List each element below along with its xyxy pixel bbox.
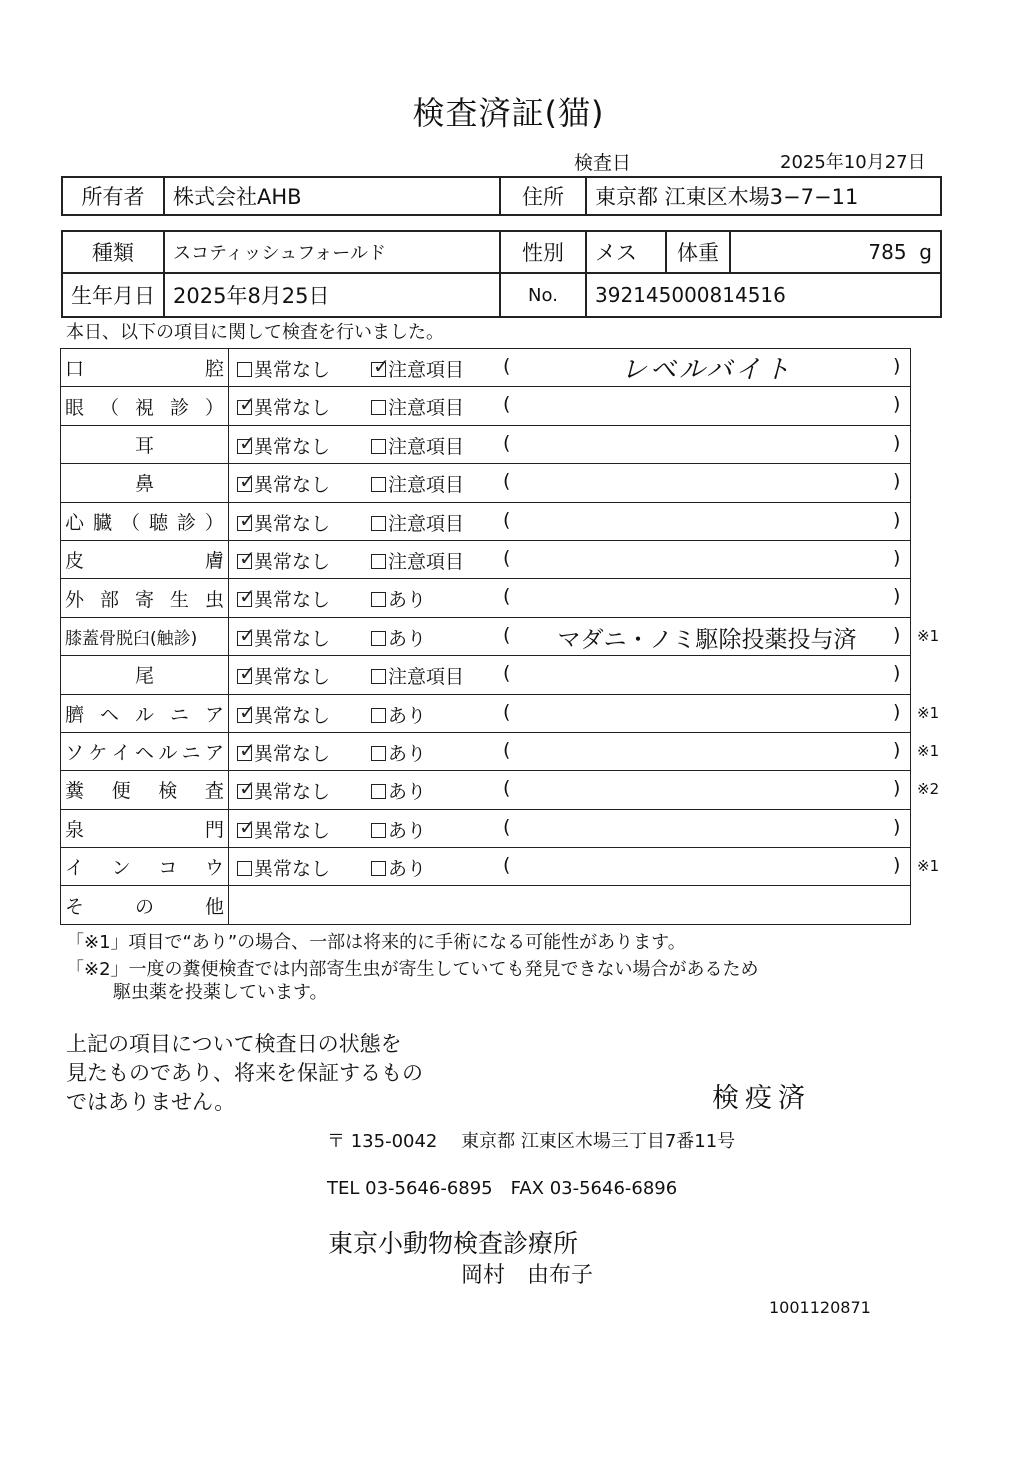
check-options-cell [229,617,911,655]
checkbox-icon[interactable] [371,631,386,646]
option-label: あり [388,589,427,612]
checkbox-icon[interactable] [237,516,252,531]
inspection-date-label: 検査日 [574,152,632,174]
attention-option[interactable] [371,509,464,536]
quarantine-stamp: 検疫済 [712,1083,811,1114]
option-label: 異常なし [254,474,331,497]
check-item-cell [61,848,229,886]
check-options-cell [229,694,911,732]
check-item-cell [61,464,229,502]
footnote-mark: ※2 [917,780,940,799]
no-abnormality-option[interactable] [237,816,330,843]
option-label: 異常なし [254,781,331,804]
open-paren: ( [503,700,511,723]
open-paren: ( [503,393,511,416]
no-abnormality-option[interactable] [237,355,330,382]
weight-value: 785 [868,240,907,264]
address-value: 東京都 江東区木場3−7−11 [586,177,941,215]
disclaimer-line-1: 上記の項目について検査日の状態を [66,1032,402,1056]
check-row [61,771,911,809]
option-label: 注意項目 [388,666,465,689]
attention-option[interactable] [371,585,426,612]
attention-option[interactable] [371,432,464,459]
option-label: 異常なし [254,550,331,573]
checkbox-icon[interactable] [371,861,386,876]
check-item-cell [61,886,229,924]
checkbox-icon[interactable] [371,746,386,761]
close-paren: ) [893,393,901,416]
no-abnormality-option[interactable] [237,393,330,420]
check-item-cell [61,809,229,847]
footnote-2-line-2: 駆虫薬を投薬しています。 [113,982,328,1003]
option-label: 注意項目 [388,474,465,497]
open-paren: ( [503,585,511,608]
document-title: 検査済証(猫) [412,94,605,132]
check-item-cell [61,732,229,770]
check-row [61,349,911,387]
sex-label: 性別 [500,231,586,273]
option-label: 注意項目 [388,397,465,420]
check-note: レベルバイト [620,355,794,385]
check-row [61,732,911,770]
check-row [61,617,911,655]
attention-option[interactable] [371,739,426,766]
open-paren: ( [503,470,511,493]
close-paren: ) [893,662,901,685]
check-item-cell [61,617,229,655]
checkbox-icon[interactable] [237,439,252,454]
check-item-label: そ の 他 [65,895,224,918]
no-abnormality-option[interactable] [237,470,330,497]
checkbox-icon[interactable] [237,554,252,569]
sex-value: メス [586,231,666,273]
check-item-label: 鼻 [134,473,154,496]
type-label: 種類 [62,231,164,273]
checkbox-icon[interactable] [371,669,386,684]
check-item-label: 糞 便 検 査 [65,780,224,803]
check-options-cell [229,886,911,924]
check-item-cell [61,349,229,387]
option-label: 異常なし [254,819,331,842]
owner-value: 株式会社AHB [164,177,500,215]
birth-value: 2025年8月25日 [164,273,500,317]
attention-option[interactable] [371,624,426,651]
option-label: 異常なし [254,435,331,458]
attention-option[interactable] [371,470,464,497]
footnote-mark: ※1 [917,857,940,876]
check-item-cell [61,579,229,617]
birth-label: 生年月日 [62,273,164,317]
checkbox-icon[interactable] [371,477,386,492]
checkbox-icon[interactable] [371,400,386,415]
option-label: 注意項目 [388,359,465,381]
open-paren: ( [503,546,511,569]
checkbox-icon[interactable] [237,823,252,838]
check-item-label: 尾 [134,665,154,688]
checkbox-icon[interactable] [237,592,252,607]
check-item-label: ソ ケ イ ヘ ル ニ ア [65,742,224,765]
check-item-cell [61,694,229,732]
intro-text: 本日、以下の項目に関して検査を行いました。 [66,322,444,343]
checkbox-icon[interactable] [237,861,252,876]
check-row [61,464,911,502]
check-note: マダニ・ノミ駆除投薬投与済 [557,626,857,653]
option-label: 異常なし [254,858,331,881]
check-options-cell [229,540,911,578]
no-abnormality-option[interactable] [237,739,330,766]
option-label: あり [388,819,427,842]
attention-option[interactable] [371,701,426,728]
open-paren: ( [503,508,511,531]
option-label: 異常なし [254,704,331,727]
disclaimer [66,1030,446,1117]
check-options-cell [229,387,911,425]
open-paren: ( [503,777,511,800]
checkbox-icon[interactable] [371,439,386,454]
open-paren: ( [503,854,511,877]
check-row [61,502,911,540]
option-label: あり [388,704,427,727]
check-item-cell [61,656,229,694]
attention-option[interactable] [371,816,426,843]
check-item-label: 外 部 寄 生 虫 [65,588,224,611]
open-paren: ( [503,355,511,377]
no-label: No. [500,273,586,317]
check-options-cell [229,848,911,886]
weight-label: 体重 [666,231,730,273]
check-row [61,886,911,924]
check-options-cell [229,464,911,502]
no-abnormality-option[interactable] [237,547,330,574]
footnote-mark: ※1 [917,703,940,722]
footnote-1: 「※1」項目で“あり”の場合、一部は将来的に手術になる可能性があります。 [66,932,686,953]
checkbox-icon[interactable] [371,362,386,377]
address-label: 住所 [500,177,586,215]
checks-table [60,348,911,925]
no-abnormality-option[interactable] [237,854,330,881]
check-row [61,656,911,694]
disclaimer-line-3: ではありません。 [66,1090,236,1114]
close-paren: ) [893,546,901,569]
checkbox-icon[interactable] [237,669,252,684]
check-item-label: 泉 門 [65,818,224,841]
option-label: 異常なし [254,589,331,612]
check-row [61,694,911,732]
check-row [61,387,911,425]
close-paren: ) [893,738,901,761]
weight-cell [730,231,941,273]
close-paren: ) [893,431,901,454]
check-item-label: 口 腔 [65,358,224,381]
no-abnormality-option[interactable] [237,662,330,689]
checkbox-icon[interactable] [237,477,252,492]
check-options-cell [229,732,911,770]
option-label: 異常なし [254,742,331,765]
checkbox-icon[interactable] [237,631,252,646]
check-item-cell [61,540,229,578]
check-options-cell [229,656,911,694]
close-paren: ) [893,470,901,493]
owner-table [61,176,942,216]
close-paren: ) [893,508,901,531]
footnote-2-line-1: 「※2」一度の糞便検査では内部寄生虫が寄生していても発見できない場合があるため [66,959,759,980]
check-row [61,809,911,847]
inspector-name: 岡村 由布子 [461,1263,594,1288]
inspection-date-value: 2025年10月27日 [780,152,926,173]
checkbox-icon[interactable] [371,823,386,838]
option-label: 異常なし [254,512,331,535]
option-label: 異常なし [254,666,331,689]
close-paren: ) [893,700,901,723]
check-item-label: 心 臓 （ 聴 診 ） [65,511,224,534]
check-item-label: 耳 [134,434,154,457]
check-row [61,848,911,886]
open-paren: ( [503,623,511,646]
footnote-mark: ※1 [917,626,940,645]
close-paren: ) [893,355,901,377]
clinic-name: 東京小動物検査診療所 [328,1229,579,1258]
checkbox-icon[interactable] [237,746,252,761]
no-abnormality-option[interactable] [237,509,330,536]
attention-option[interactable] [371,777,426,804]
check-row [61,579,911,617]
owner-label: 所有者 [62,177,164,215]
open-paren: ( [503,738,511,761]
checkbox-icon[interactable] [237,400,252,415]
no-value: 392145000814516 [586,273,941,317]
check-item-label: 眼 （ 視 診 ） [65,396,224,419]
option-label: 異常なし [254,627,331,650]
checkbox-icon[interactable] [237,362,252,377]
option-label: 異常なし [254,359,331,381]
checkbox-icon[interactable] [371,708,386,723]
attention-option[interactable] [371,393,464,420]
check-item-cell [61,502,229,540]
open-paren: ( [503,431,511,454]
checkbox-icon[interactable] [371,592,386,607]
check-item-label: 皮 膚 [65,550,224,573]
weight-unit: g [919,240,932,264]
option-label: 注意項目 [388,550,465,573]
check-item-label: 膝蓋骨脱臼(触診) [65,628,198,649]
option-label: 注意項目 [388,435,465,458]
option-label: あり [388,742,427,765]
clinic-address: 〒 135-0042 東京都 江東区木場三丁目7番11号 [327,1131,736,1152]
check-options-cell [229,425,911,463]
close-paren: ) [893,585,901,608]
check-item-cell [61,387,229,425]
serial-number: 1001120871 [769,1298,871,1317]
type-value: スコティッシュフォールド [164,231,500,273]
option-label: あり [388,781,427,804]
check-item-cell [61,771,229,809]
no-abnormality-option[interactable] [237,432,330,459]
check-item-cell [61,425,229,463]
checkbox-icon[interactable] [237,708,252,723]
close-paren: ) [893,777,901,800]
checkbox-icon[interactable] [237,784,252,799]
check-item-label: イ ン コ ウ [65,857,224,880]
option-label: 注意項目 [388,512,465,535]
checkbox-icon[interactable] [371,554,386,569]
attention-option[interactable] [371,854,426,881]
close-paren: ) [893,854,901,877]
check-row [61,540,911,578]
no-abnormality-option[interactable] [237,585,330,612]
check-item-label: 臍 ヘ ル ニ ア [65,703,224,726]
no-abnormality-option[interactable] [237,701,330,728]
option-label: あり [388,627,427,650]
clinic-phone: TEL 03-5646-6895 FAX 03-5646-6896 [327,1178,678,1199]
check-options-cell [229,771,911,809]
check-row [61,425,911,463]
attention-option[interactable] [371,662,464,689]
check-options-cell [229,502,911,540]
option-label: 異常なし [254,397,331,420]
attention-option[interactable] [371,547,464,574]
disclaimer-line-2: 見たものであり、将来を保証するもの [66,1061,423,1085]
open-paren: ( [503,815,511,838]
checkbox-icon[interactable] [371,516,386,531]
close-paren: ) [893,815,901,838]
no-abnormality-option[interactable] [237,624,330,651]
animal-table [61,230,942,318]
check-options-cell [229,809,911,847]
checkbox-icon[interactable] [371,784,386,799]
no-abnormality-option[interactable] [237,777,330,804]
attention-option[interactable] [371,355,464,382]
check-options-cell [229,349,911,387]
close-paren: ) [893,623,901,646]
open-paren: ( [503,662,511,685]
check-options-cell [229,579,911,617]
footnote-mark: ※1 [917,742,940,760]
option-label: あり [388,858,427,881]
